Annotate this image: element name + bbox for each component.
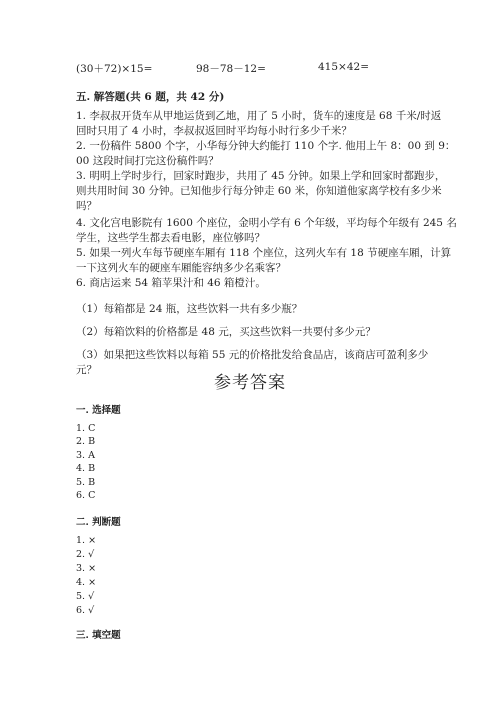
answer-item: 1. C <box>76 423 96 434</box>
problem-line: 学生，这些学生都去看电影，座位够吗？ <box>76 232 265 244</box>
problem-line: 吗？ <box>76 200 97 212</box>
sub-question-line: （2）每箱饮料的价格都是 48 元，买这些饮料一共要付多少元？ <box>76 326 376 338</box>
sub-question-line: 元？ <box>76 364 97 376</box>
calc-expression-3: 415×42= <box>318 61 369 73</box>
answer-section-heading: 一. 选择题 <box>76 405 121 416</box>
answer-item: 2. B <box>76 436 96 447</box>
section-5-heading: 五. 解答题(共 6 题，共 42 分) <box>76 91 225 103</box>
calc-expression-2: 98－78－12= <box>196 63 266 75</box>
answer-item: 4. B <box>76 463 96 474</box>
problem-line: 00 这段时间打完这份稿件吗？ <box>76 155 219 167</box>
problem-line: 2. 一份稿件 5800 个字，小华每分钟大约能打 110 个字. 他用上午 8：00 到 9： <box>76 140 456 152</box>
problem-line: 1. 李叔叔开货车从甲地运货到乙地，用了 5 小时，货车的速度是 68 千米/时返 <box>76 110 442 122</box>
calculation-row <box>76 61 460 77</box>
answer-item: 5. B <box>76 477 96 488</box>
answer-item: 3. × <box>76 563 97 574</box>
answer-item: 1. × <box>76 535 97 546</box>
problem-line: 4. 文化宫电影院有 1600 个座位，金明小学有 6 个年级，平均每个年级有 245 名 <box>76 217 457 229</box>
answer-key-title: 参考答案 <box>214 373 286 393</box>
sub-question-line: （1）每箱都是 24 瓶，这些饮料一共有多少瓶？ <box>76 303 303 315</box>
problem-line: 回时只用了 4 小时，李叔叔返回时平均每小时行多少千米？ <box>76 125 352 137</box>
answer-item: 4. × <box>76 577 97 588</box>
problem-line: 3. 明明上学时步行，回家时跑步，共用了 45 分钟。如果上学和回家时都跑步， <box>76 170 446 182</box>
calc-expression-1: (30＋72)×15= <box>76 63 153 75</box>
answer-section-heading: 二. 判断题 <box>76 517 121 528</box>
answer-item: 2. √ <box>76 549 95 560</box>
problem-line: 5. 如果一列火车每节硬座车厢有 118 个座位，这列火车有 18 节硬座车厢，计算 <box>76 247 452 259</box>
answer-section-heading: 三. 填空题 <box>76 630 121 641</box>
answer-item: 3. A <box>76 450 95 461</box>
sub-question-line: （3）如果把这些饮料以每箱 55 元的价格批发给食品店，该商店可盈利多少 <box>76 349 429 361</box>
answer-item: 5. √ <box>76 591 95 602</box>
problem-line: 6. 商店运来 54 箱苹果汁和 46 箱橙汁。 <box>76 277 266 289</box>
problem-line: 则共用时间 30 分钟。已知他步行每分钟走 60 米，你知道他家离学校有多少米 <box>76 185 442 197</box>
answer-item: 6. √ <box>76 605 95 616</box>
problem-line: 一下这列火车的硬座车厢能容纳多少名乘客？ <box>76 262 286 274</box>
answer-item: 6. C <box>76 490 96 501</box>
